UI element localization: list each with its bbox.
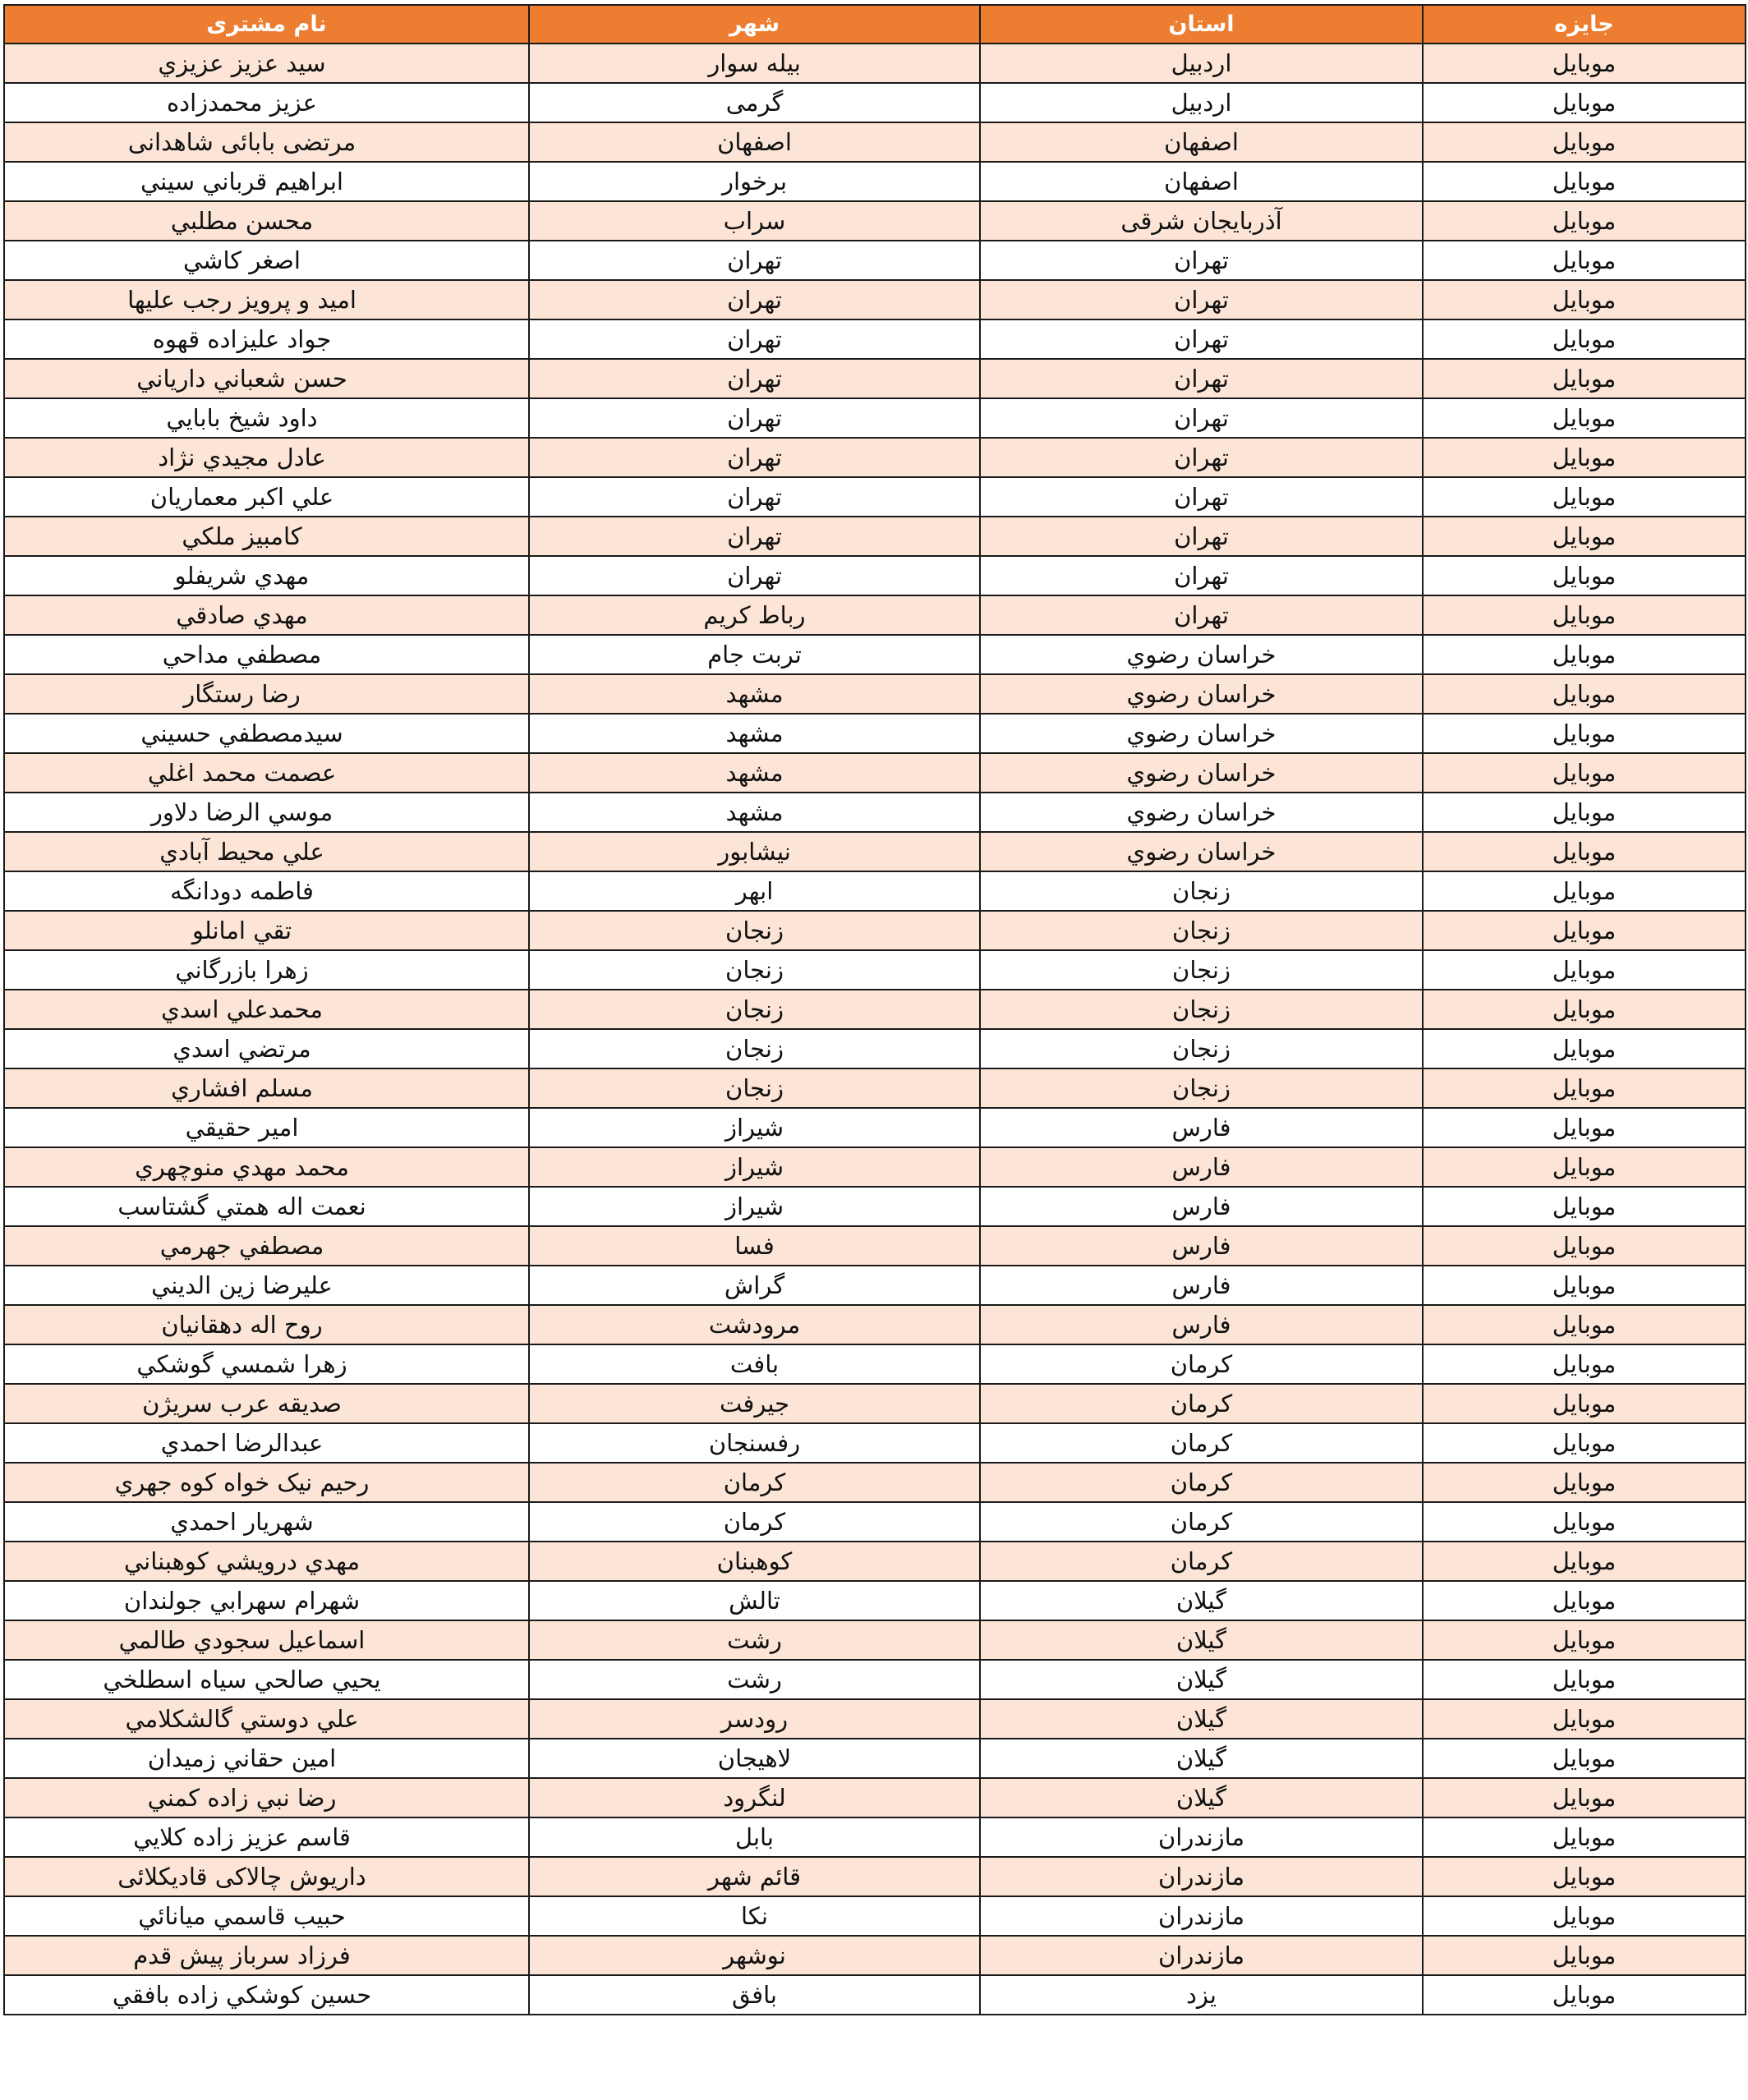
cell-prize: موبایل bbox=[1423, 753, 1746, 793]
cell-prize: موبایل bbox=[1423, 832, 1746, 871]
cell-name: موسي الرضا دلاور bbox=[4, 793, 529, 832]
cell-prize: موبایل bbox=[1423, 280, 1746, 319]
cell-province: تهران bbox=[980, 359, 1423, 398]
cell-name: زهرا بازرگاني bbox=[4, 950, 529, 990]
table-row bbox=[4, 1029, 1746, 1068]
table-row bbox=[4, 1108, 1746, 1147]
cell-city: مشهد bbox=[529, 793, 980, 832]
cell-name: رضا رستگار bbox=[4, 674, 529, 714]
cell-name: علي دوستي گالشكلامي bbox=[4, 1699, 529, 1739]
cell-province: كرمان bbox=[980, 1502, 1423, 1542]
cell-city: شيراز bbox=[529, 1108, 980, 1147]
cell-city: شيراز bbox=[529, 1187, 980, 1226]
table-row bbox=[4, 793, 1746, 832]
cell-prize: موبایل bbox=[1423, 1778, 1746, 1817]
cell-province: تهران bbox=[980, 319, 1423, 359]
cell-province: تهران bbox=[980, 398, 1423, 438]
table-row bbox=[4, 1896, 1746, 1936]
cell-province: زنجان bbox=[980, 1029, 1423, 1068]
cell-prize: موبایل bbox=[1423, 990, 1746, 1029]
cell-city: رشت bbox=[529, 1660, 980, 1699]
cell-prize: موبایل bbox=[1423, 201, 1746, 241]
table-row bbox=[4, 1620, 1746, 1660]
cell-city: مشهد bbox=[529, 674, 980, 714]
cell-prize: موبایل bbox=[1423, 122, 1746, 162]
cell-province: گيلان bbox=[980, 1620, 1423, 1660]
cell-city: بافت bbox=[529, 1344, 980, 1384]
header-province: استان bbox=[980, 5, 1423, 44]
table-row bbox=[4, 1187, 1746, 1226]
cell-prize: موبایل bbox=[1423, 1857, 1746, 1896]
cell-name: حسين كوشكي زاده بافقي bbox=[4, 1975, 529, 2015]
cell-prize: موبایل bbox=[1423, 1896, 1746, 1936]
cell-city: رودسر bbox=[529, 1699, 980, 1739]
cell-prize: موبایل bbox=[1423, 1699, 1746, 1739]
cell-city: رشت bbox=[529, 1620, 980, 1660]
cell-province: تهران bbox=[980, 595, 1423, 635]
table-row bbox=[4, 1384, 1746, 1423]
cell-name: عادل مجيدي نژاد bbox=[4, 438, 529, 477]
cell-province: خراسان رضوي bbox=[980, 793, 1423, 832]
table-row bbox=[4, 635, 1746, 674]
cell-name: ابراهيم قرباني سيني bbox=[4, 162, 529, 201]
cell-prize: موبایل bbox=[1423, 44, 1746, 83]
cell-name: مهدي شريفلو bbox=[4, 556, 529, 595]
cell-province: خراسان رضوي bbox=[980, 753, 1423, 793]
cell-province: مازندران bbox=[980, 1896, 1423, 1936]
cell-name: علي اكبر معماريان bbox=[4, 477, 529, 517]
cell-prize: موبایل bbox=[1423, 1029, 1746, 1068]
cell-name: قاسم عزيز زاده كلايي bbox=[4, 1817, 529, 1857]
cell-province: گيلان bbox=[980, 1581, 1423, 1620]
cell-city: كوهبنان bbox=[529, 1542, 980, 1581]
cell-prize: موبایل bbox=[1423, 1108, 1746, 1147]
cell-province: زنجان bbox=[980, 1068, 1423, 1108]
table-row bbox=[4, 122, 1746, 162]
table-row bbox=[4, 871, 1746, 911]
cell-prize: موبایل bbox=[1423, 319, 1746, 359]
table-row bbox=[4, 1699, 1746, 1739]
cell-province: يزد bbox=[980, 1975, 1423, 2015]
cell-city: زنجان bbox=[529, 1029, 980, 1068]
cell-province: اصفهان bbox=[980, 122, 1423, 162]
cell-province: كرمان bbox=[980, 1463, 1423, 1502]
table-row bbox=[4, 556, 1746, 595]
cell-city: زنجان bbox=[529, 950, 980, 990]
cell-name: محسن مطلبي bbox=[4, 201, 529, 241]
table-body bbox=[4, 44, 1746, 2015]
table-row bbox=[4, 1660, 1746, 1699]
cell-province: مازندران bbox=[980, 1857, 1423, 1896]
cell-city: بیله سوار bbox=[529, 44, 980, 83]
cell-prize: موبایل bbox=[1423, 1620, 1746, 1660]
cell-province: اردبیل bbox=[980, 83, 1423, 122]
cell-city: رفسنجان bbox=[529, 1423, 980, 1463]
table-row bbox=[4, 280, 1746, 319]
cell-name: محمدعلي اسدي bbox=[4, 990, 529, 1029]
cell-city: نوشهر bbox=[529, 1936, 980, 1975]
cell-prize: موبایل bbox=[1423, 241, 1746, 280]
cell-prize: موبایل bbox=[1423, 556, 1746, 595]
cell-name: محمد مهدي منوچهري bbox=[4, 1147, 529, 1187]
cell-name: سيدمصطفي حسيني bbox=[4, 714, 529, 753]
cell-name: داود شيخ بابايي bbox=[4, 398, 529, 438]
table-row bbox=[4, 1502, 1746, 1542]
cell-city: زنجان bbox=[529, 911, 980, 950]
cell-province: زنجان bbox=[980, 990, 1423, 1029]
cell-city: زنجان bbox=[529, 990, 980, 1029]
cell-name: مسلم افشاري bbox=[4, 1068, 529, 1108]
cell-city: مرودشت bbox=[529, 1305, 980, 1344]
table-row bbox=[4, 1423, 1746, 1463]
table-row bbox=[4, 950, 1746, 990]
cell-prize: موبایل bbox=[1423, 674, 1746, 714]
cell-name: امید و پرویز رجب علیها bbox=[4, 280, 529, 319]
cell-city: نيشابور bbox=[529, 832, 980, 871]
cell-prize: موبایل bbox=[1423, 950, 1746, 990]
cell-province: گيلان bbox=[980, 1778, 1423, 1817]
table-row bbox=[4, 595, 1746, 635]
cell-prize: موبایل bbox=[1423, 1423, 1746, 1463]
cell-city: كرمان bbox=[529, 1502, 980, 1542]
cell-city: رباط کریم bbox=[529, 595, 980, 635]
cell-city: مشهد bbox=[529, 714, 980, 753]
table-row bbox=[4, 477, 1746, 517]
cell-prize: موبایل bbox=[1423, 714, 1746, 753]
cell-province: تهران bbox=[980, 280, 1423, 319]
cell-prize: موبایل bbox=[1423, 1936, 1746, 1975]
cell-province: مازندران bbox=[980, 1817, 1423, 1857]
cell-prize: موبایل bbox=[1423, 635, 1746, 674]
cell-prize: موبایل bbox=[1423, 398, 1746, 438]
cell-prize: موبایل bbox=[1423, 1975, 1746, 2015]
table-row bbox=[4, 44, 1746, 83]
cell-province: كرمان bbox=[980, 1384, 1423, 1423]
table-row bbox=[4, 1305, 1746, 1344]
cell-name: مرتضي اسدي bbox=[4, 1029, 529, 1068]
cell-name: مصطفي مداحي bbox=[4, 635, 529, 674]
cell-city: تهران bbox=[529, 241, 980, 280]
cell-city: تهران bbox=[529, 319, 980, 359]
table-row bbox=[4, 1975, 1746, 2015]
cell-province: فارس bbox=[980, 1147, 1423, 1187]
table-row bbox=[4, 832, 1746, 871]
cell-province: تهران bbox=[980, 556, 1423, 595]
cell-name: عبدالرضا احمدي bbox=[4, 1423, 529, 1463]
cell-province: خراسان رضوي bbox=[980, 714, 1423, 753]
table-row bbox=[4, 319, 1746, 359]
cell-prize: موبایل bbox=[1423, 1739, 1746, 1778]
table-row bbox=[4, 1936, 1746, 1975]
table-row bbox=[4, 1581, 1746, 1620]
cell-province: فارس bbox=[980, 1226, 1423, 1266]
cell-province: زنجان bbox=[980, 911, 1423, 950]
cell-name: اسماعيل سجودي طالمي bbox=[4, 1620, 529, 1660]
cell-province: تهران bbox=[980, 517, 1423, 556]
cell-name: يحيي صالحي سياه اسطلخي bbox=[4, 1660, 529, 1699]
winners-sheet bbox=[3, 4, 1745, 2015]
cell-name: حبيب قاسمي ميانائي bbox=[4, 1896, 529, 1936]
cell-name: فاطمه دودانگه bbox=[4, 871, 529, 911]
cell-name: شهريار احمدي bbox=[4, 1502, 529, 1542]
cell-city: تهران bbox=[529, 517, 980, 556]
cell-name: مصطفي جهرمي bbox=[4, 1226, 529, 1266]
header-city: شهر bbox=[529, 5, 980, 44]
cell-name: زهرا شمسي گوشكي bbox=[4, 1344, 529, 1384]
cell-prize: موبایل bbox=[1423, 162, 1746, 201]
cell-name: حسن شعباني دارياني bbox=[4, 359, 529, 398]
cell-name: مهدي صادقي bbox=[4, 595, 529, 635]
cell-prize: موبایل bbox=[1423, 1187, 1746, 1226]
cell-city: سراب bbox=[529, 201, 980, 241]
cell-name: شهرام سهرابي جولندان bbox=[4, 1581, 529, 1620]
cell-name: صديقه عرب سريژن bbox=[4, 1384, 529, 1423]
table-row bbox=[4, 1147, 1746, 1187]
cell-city: تهران bbox=[529, 438, 980, 477]
table-row bbox=[4, 1857, 1746, 1896]
cell-city: تربت جام bbox=[529, 635, 980, 674]
cell-city: كرمان bbox=[529, 1463, 980, 1502]
table-row bbox=[4, 438, 1746, 477]
cell-city: تهران bbox=[529, 556, 980, 595]
cell-name: روح اله دهقانيان bbox=[4, 1305, 529, 1344]
cell-prize: موبایل bbox=[1423, 1226, 1746, 1266]
cell-city: زنجان bbox=[529, 1068, 980, 1108]
cell-name: كامبيز ملكي bbox=[4, 517, 529, 556]
cell-prize: موبایل bbox=[1423, 1502, 1746, 1542]
cell-name: امير حقيقي bbox=[4, 1108, 529, 1147]
cell-prize: موبایل bbox=[1423, 477, 1746, 517]
cell-name: جواد عليزاده قهوه bbox=[4, 319, 529, 359]
table-row bbox=[4, 1778, 1746, 1817]
table-header bbox=[4, 5, 1746, 44]
cell-province: اردبیل bbox=[980, 44, 1423, 83]
table-row bbox=[4, 1739, 1746, 1778]
cell-prize: موبایل bbox=[1423, 1266, 1746, 1305]
cell-prize: موبایل bbox=[1423, 1581, 1746, 1620]
cell-name: عزيز محمدزاده bbox=[4, 83, 529, 122]
cell-province: زنجان bbox=[980, 950, 1423, 990]
cell-city: تهران bbox=[529, 280, 980, 319]
cell-name: فرزاد سرباز پيش قدم bbox=[4, 1936, 529, 1975]
cell-name: عصمت محمد اغلي bbox=[4, 753, 529, 793]
cell-province: خراسان رضوي bbox=[980, 635, 1423, 674]
cell-province: خراسان رضوي bbox=[980, 832, 1423, 871]
header-row bbox=[4, 5, 1746, 44]
cell-prize: موبایل bbox=[1423, 1344, 1746, 1384]
cell-name: رحيم نيک خواه كوه جهري bbox=[4, 1463, 529, 1502]
cell-city: مشهد bbox=[529, 753, 980, 793]
cell-prize: موبایل bbox=[1423, 595, 1746, 635]
cell-city: لنگرود bbox=[529, 1778, 980, 1817]
cell-prize: موبایل bbox=[1423, 1660, 1746, 1699]
cell-prize: موبایل bbox=[1423, 1384, 1746, 1423]
table-row bbox=[4, 517, 1746, 556]
cell-prize: موبایل bbox=[1423, 1305, 1746, 1344]
cell-name: تقي امانلو bbox=[4, 911, 529, 950]
cell-prize: موبایل bbox=[1423, 871, 1746, 911]
cell-name: اصغر كاشي bbox=[4, 241, 529, 280]
table-row bbox=[4, 241, 1746, 280]
cell-prize: موبایل bbox=[1423, 911, 1746, 950]
cell-province: تهران bbox=[980, 241, 1423, 280]
cell-city: جيرفت bbox=[529, 1384, 980, 1423]
cell-province: زنجان bbox=[980, 871, 1423, 911]
table-row bbox=[4, 162, 1746, 201]
winners-table bbox=[3, 4, 1746, 2015]
cell-province: فارس bbox=[980, 1108, 1423, 1147]
cell-province: اصفهان bbox=[980, 162, 1423, 201]
table-row bbox=[4, 1542, 1746, 1581]
header-customer-name: نام مشتری bbox=[4, 5, 529, 44]
table-row bbox=[4, 359, 1746, 398]
cell-city: ابهر bbox=[529, 871, 980, 911]
table-row bbox=[4, 1463, 1746, 1502]
cell-city: فسا bbox=[529, 1226, 980, 1266]
cell-prize: موبایل bbox=[1423, 1542, 1746, 1581]
cell-name: رضا نبي زاده كمني bbox=[4, 1778, 529, 1817]
cell-province: تهران bbox=[980, 438, 1423, 477]
cell-province: گيلان bbox=[980, 1660, 1423, 1699]
cell-name: نعمت اله همتي گشتاسب bbox=[4, 1187, 529, 1226]
cell-prize: موبایل bbox=[1423, 517, 1746, 556]
cell-prize: موبایل bbox=[1423, 1463, 1746, 1502]
cell-city: بابل bbox=[529, 1817, 980, 1857]
table-row bbox=[4, 1344, 1746, 1384]
cell-city: قائم شهر bbox=[529, 1857, 980, 1896]
table-row bbox=[4, 674, 1746, 714]
cell-name: سيد عزيز عزيزي bbox=[4, 44, 529, 83]
cell-prize: موبایل bbox=[1423, 1068, 1746, 1108]
cell-prize: موبایل bbox=[1423, 1817, 1746, 1857]
table-row bbox=[4, 714, 1746, 753]
table-row bbox=[4, 1266, 1746, 1305]
cell-name: مرتضی بابائی شاهدانی bbox=[4, 122, 529, 162]
cell-city: تالش bbox=[529, 1581, 980, 1620]
cell-name: عليرضا زين الديني bbox=[4, 1266, 529, 1305]
cell-name: امين حقاني زميدان bbox=[4, 1739, 529, 1778]
cell-prize: موبایل bbox=[1423, 1147, 1746, 1187]
cell-city: نكا bbox=[529, 1896, 980, 1936]
cell-city: تهران bbox=[529, 398, 980, 438]
cell-prize: موبایل bbox=[1423, 438, 1746, 477]
cell-province: كرمان bbox=[980, 1542, 1423, 1581]
cell-city: تهران bbox=[529, 359, 980, 398]
cell-city: لاهيجان bbox=[529, 1739, 980, 1778]
cell-province: آذربایجان شرقی bbox=[980, 201, 1423, 241]
table-row bbox=[4, 911, 1746, 950]
cell-province: فارس bbox=[980, 1266, 1423, 1305]
table-row bbox=[4, 753, 1746, 793]
table-row bbox=[4, 990, 1746, 1029]
cell-prize: موبایل bbox=[1423, 359, 1746, 398]
cell-name: علي محيط آبادي bbox=[4, 832, 529, 871]
cell-prize: موبایل bbox=[1423, 83, 1746, 122]
cell-city: بافق bbox=[529, 1975, 980, 2015]
cell-province: گيلان bbox=[980, 1699, 1423, 1739]
cell-city: شيراز bbox=[529, 1147, 980, 1187]
table-row bbox=[4, 83, 1746, 122]
cell-province: فارس bbox=[980, 1187, 1423, 1226]
cell-province: خراسان رضوي bbox=[980, 674, 1423, 714]
cell-city: گرمی bbox=[529, 83, 980, 122]
cell-city: اصفهان bbox=[529, 122, 980, 162]
cell-city: تهران bbox=[529, 477, 980, 517]
table-row bbox=[4, 1068, 1746, 1108]
cell-city: گراش bbox=[529, 1266, 980, 1305]
cell-province: مازندران bbox=[980, 1936, 1423, 1975]
table-row bbox=[4, 1817, 1746, 1857]
cell-name: مهدي درويشي كوهبناني bbox=[4, 1542, 529, 1581]
cell-province: گيلان bbox=[980, 1739, 1423, 1778]
cell-prize: موبایل bbox=[1423, 793, 1746, 832]
cell-province: كرمان bbox=[980, 1344, 1423, 1384]
cell-province: تهران bbox=[980, 477, 1423, 517]
table-row bbox=[4, 398, 1746, 438]
table-row bbox=[4, 1226, 1746, 1266]
cell-city: برخوار bbox=[529, 162, 980, 201]
table-row bbox=[4, 201, 1746, 241]
header-prize: جایزه bbox=[1423, 5, 1746, 44]
cell-province: فارس bbox=[980, 1305, 1423, 1344]
cell-province: كرمان bbox=[980, 1423, 1423, 1463]
cell-name: داریوش چالاکی قادیکلائی bbox=[4, 1857, 529, 1896]
